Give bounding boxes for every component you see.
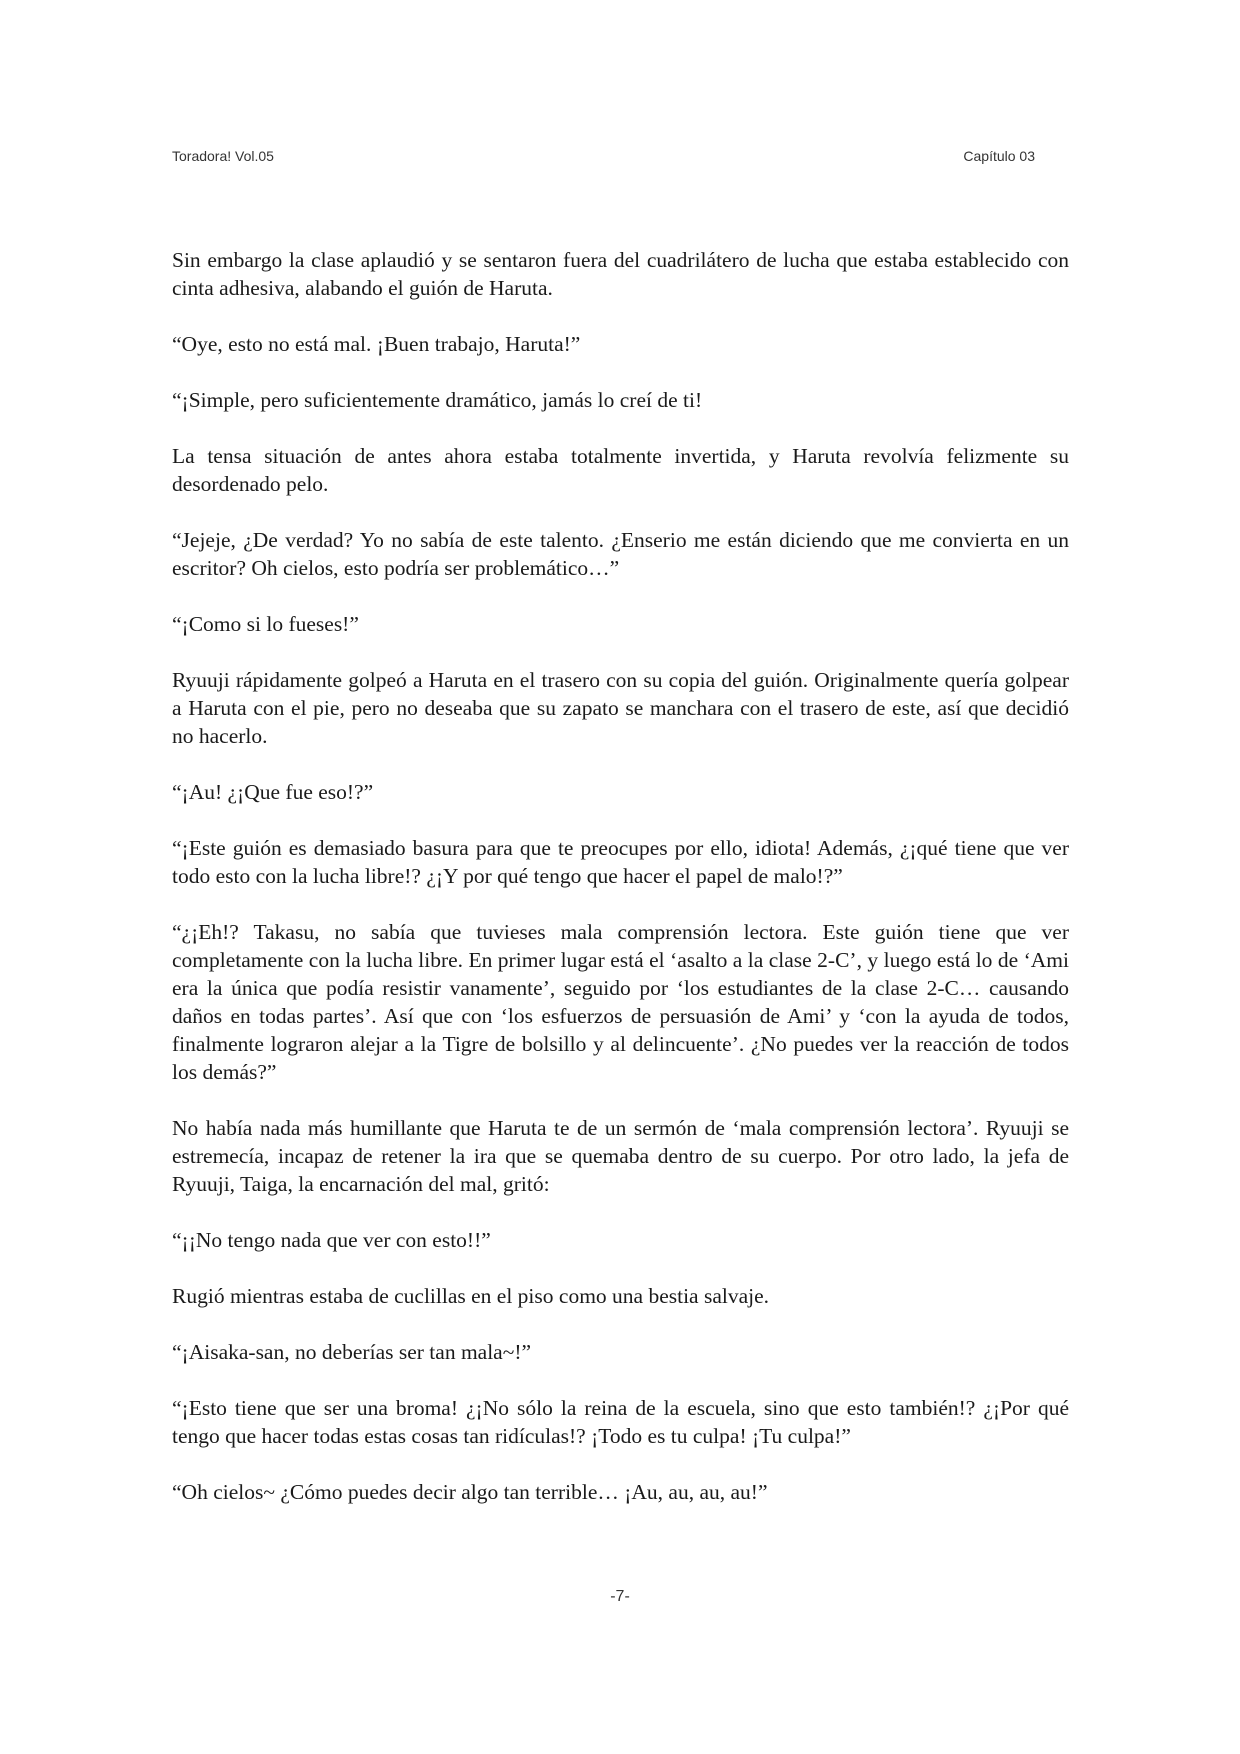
paragraph: “¿¡Eh!? Takasu, no sabía que tuvieses mala comprensión lectora. Este guión tiene que ver completamente con la lucha libre. En primer lugar está el ‘asalto a la clase 2-C’, y luego está lo de ‘Ami era la única que podía resistir vanamente’, seguido por ‘los estudiantes de la clase 2-C… causando daños en todas partes’. Así que con ‘los esfuerzos de persuasión de Ami’ y ‘con la ayuda de todos, finalmente lograron alejar a la Tigre de bolsillo y al delincuente’. ¿No puedes ver la reacción de todos los demás?” <box>172 920 1069 1084</box>
running-header <box>172 148 1035 168</box>
page-number: -7- <box>610 1588 630 1605</box>
paragraph: “¡Aisaka-san, no deberías ser tan mala~!” <box>172 1340 532 1364</box>
body-text <box>172 246 1069 1534</box>
paragraph: “¡Como si lo fueses!” <box>172 612 359 636</box>
paragraph: “¡Simple, pero suficientemente dramático, jamás lo creí de ti! <box>172 388 703 412</box>
paragraph: “Oye, esto no está mal. ¡Buen trabajo, Haruta!” <box>172 332 581 356</box>
paragraph: “Jejeje, ¿De verdad? Yo no sabía de este talento. ¿Enserio me están diciendo que me convierta en un escritor? Oh cielos, esto podría ser problemático…” <box>172 528 1069 580</box>
paragraph: “Oh cielos~ ¿Cómo puedes decir algo tan terrible… ¡Au, au, au, au!” <box>172 1480 768 1504</box>
paragraph: Rugió mientras estaba de cuclillas en el piso como una bestia salvaje. <box>172 1284 770 1308</box>
paragraph: “¡Esto tiene que ser una broma! ¿¡No sólo la reina de la escuela, sino que esto también!? ¿¡Por qué tengo que hacer todas estas cosas tan ridículas!? ¡Todo es tu culpa! ¡Tu culpa!” <box>172 1396 1069 1448</box>
paragraph: Ryuuji rápidamente golpeó a Haruta en el trasero con su copia del guión. Originalmente quería golpear a Haruta con el pie, pero no deseaba que su zapato se manchara con el trasero de este, así que decidió no hacerlo. <box>172 668 1069 748</box>
paragraph: “¡¡No tengo nada que ver con esto!!” <box>172 1228 491 1252</box>
paragraph: “¡Au! ¿¡Que fue eso!?” <box>172 780 374 804</box>
header-book-title: Toradora! Vol.05 <box>172 148 274 164</box>
paragraph: No había nada más humillante que Haruta te de un sermón de ‘mala comprensión lectora’. Ryuuji se estremecía, incapaz de retener la ira que se quemaba dentro de su cuerpo. Por otro lado, la jefa de Ryuuji, Taiga, la encarnación del mal, gritó: <box>172 1116 1069 1196</box>
paragraph: La tensa situación de antes ahora estaba totalmente invertida, y Haruta revolvía felizmente su desordenado pelo. <box>172 444 1069 496</box>
paragraph: Sin embargo la clase aplaudió y se sentaron fuera del cuadrilátero de lucha que estaba establecido con cinta adhesiva, alabando el guión de Haruta. <box>172 248 1069 300</box>
paragraph: “¡Este guión es demasiado basura para que te preocupes por ello, idiota! Además, ¿¡qué tiene que ver todo esto con la lucha libre!? ¿¡Y por qué tengo que hacer el papel de malo!?” <box>172 836 1069 888</box>
header-chapter: Capítulo 03 <box>963 148 1035 164</box>
